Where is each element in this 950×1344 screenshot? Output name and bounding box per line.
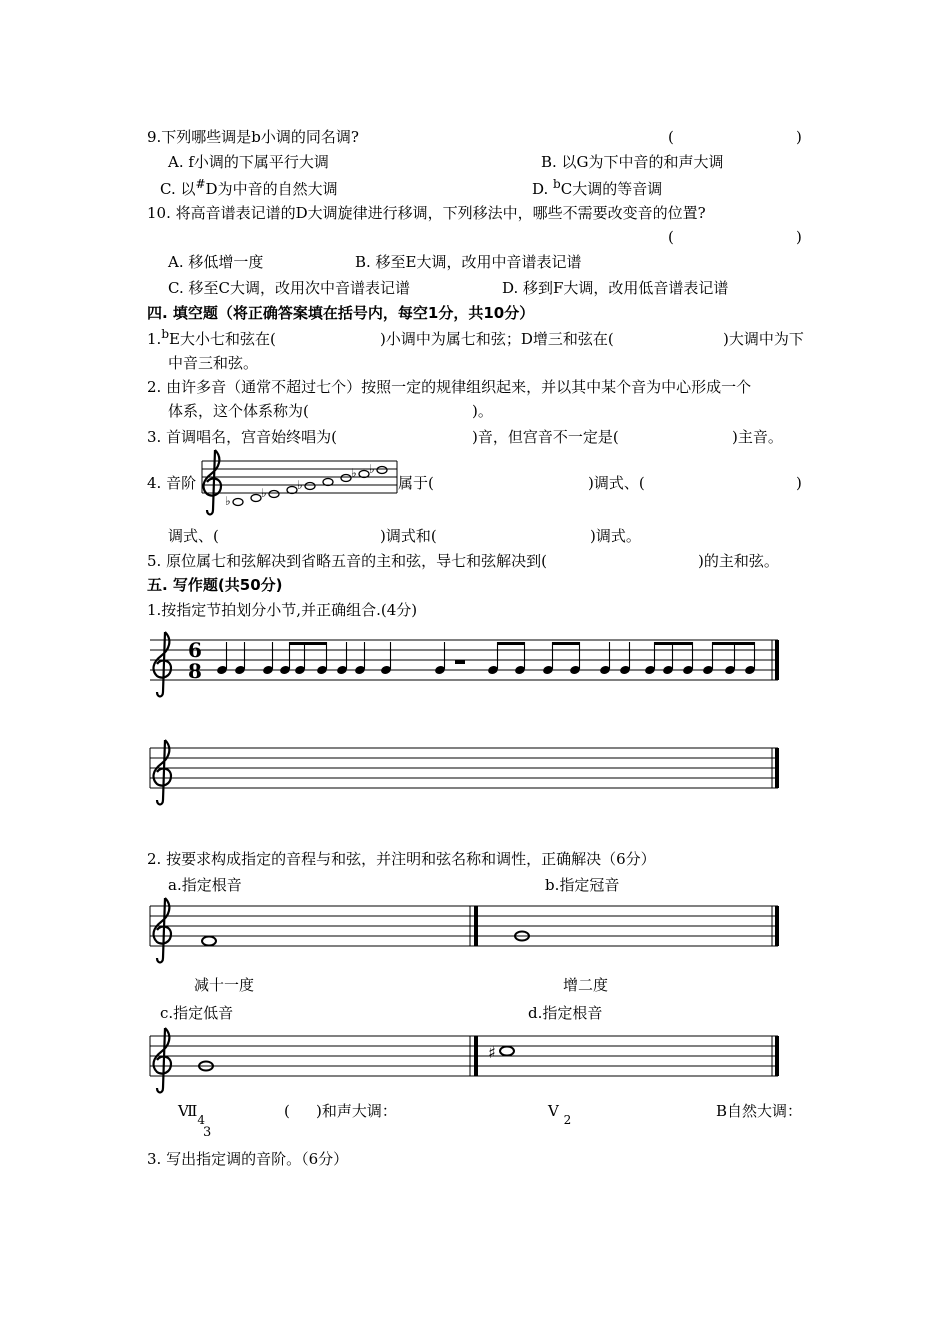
svg-text:6: 6 (188, 638, 202, 662)
q10-stem: 10. 将高音谱表记谱的D大调旋律进行移调，下列移法中，哪些不需要改变音的位置? (147, 204, 706, 222)
writing-2b-interval: 增二度 (563, 976, 609, 994)
writing-2d-label: d.指定根音 (528, 1004, 603, 1022)
q10-option-a[interactable]: A. 移低增一度 (168, 253, 264, 271)
q10-option-b[interactable]: B. 移至E大调，改用中音谱表记谱 (355, 253, 582, 271)
fill-2-line2: 体系，这个体系称为( (168, 402, 309, 420)
chord-staff-cd (150, 1028, 779, 1093)
q9-option-a[interactable]: A. f小调的下属平行大调 (168, 153, 329, 171)
writing-2c-figure-bottom: 3 (203, 1125, 212, 1140)
writing-2a-interval: 减十一度 (194, 976, 255, 994)
treble-clef-icon (154, 898, 171, 963)
fill-2-line1: 2. 由许多音（通常不超过七个）按照一定的规律组织起来，并以其中某个音为中心形成一个 (147, 378, 752, 396)
rhythm-beam (290, 642, 327, 645)
fill-3-part2: )音，但宫音不一定是( (472, 428, 619, 446)
fill-4-part4: ) (796, 474, 802, 492)
q9-option-b[interactable]: B. 以G为下中音的和声大调 (541, 153, 724, 171)
q9-answer-paren-close: ) (796, 128, 802, 146)
section4-heading: 四. 填空题（将正确答案填在括号内，每空1分，共10分） (147, 304, 535, 322)
fill-1-part3: )大调中为下 (723, 330, 804, 348)
treble-clef-icon (204, 450, 221, 515)
svg-text:♭: ♭ (369, 462, 375, 476)
writing-2c-key: )和声大调： (316, 1102, 397, 1120)
writing-1-prompt: 1.按指定节拍划分小节,并正确组合.(4分) (147, 601, 418, 619)
fill-1-line1: 1.$^b$E大小七和弦在( (147, 327, 276, 348)
writing-2c-label: c.指定低音 (160, 1004, 234, 1022)
half-rest (455, 660, 465, 664)
whole-note-c-sharp (500, 1047, 514, 1056)
svg-text:♭: ♭ (351, 466, 357, 480)
writing-2a-label: a.指定根音 (168, 876, 242, 894)
writing-2-prompt: 2. 按要求构成指定的音程与和弦，并注明和弦名称和调性，正确解决（6分） (147, 850, 656, 868)
svg-text:♭: ♭ (225, 494, 231, 508)
q9-answer-paren-open[interactable]: ( (668, 128, 674, 146)
q10-option-c[interactable]: C. 移至C大调，改用次中音谱表记谱 (168, 279, 410, 297)
fill-4-part2: 属于( (398, 474, 434, 492)
q9-option-c[interactable]: C. 以#D为中音的自然大调 (160, 177, 338, 198)
fill-4-line2-a: 调式、( (168, 527, 219, 545)
q10-option-d[interactable]: D. 移到F大调，改用低音谱表记谱 (502, 279, 729, 297)
chord-staff-ab (150, 898, 779, 963)
whole-note-f (202, 937, 216, 946)
fill-5-part1: 5. 原位属七和弦解决到省略五音的主和弦，导七和弦解决到( (147, 552, 547, 570)
rhythm-beam (498, 642, 525, 645)
rhythm-staff (150, 632, 779, 697)
svg-text:♭: ♭ (261, 486, 267, 500)
q10-answer-paren-open[interactable]: ( (668, 228, 674, 246)
q9-stem: 9.下列哪些调是b小调的同名调? (147, 128, 359, 146)
fill-2-line2-end: )。 (472, 402, 493, 420)
rhythm-beam (713, 642, 755, 645)
writing-2b-label: b.指定冠音 (545, 876, 620, 894)
svg-text:8: 8 (188, 659, 202, 683)
fill-3-part3: )主音。 (732, 428, 783, 446)
writing-2c-chord-symbol: $Ⅶ_4$ (178, 1102, 205, 1127)
scale-staff (202, 450, 397, 515)
writing-3-prompt: 3. 写出指定调的音阶。（6分） (147, 1150, 349, 1168)
svg-text:♭: ♭ (297, 478, 303, 492)
section5-heading: 五. 写作题(共50分) (147, 576, 283, 594)
fill-4-line2-b: )调式和( (380, 527, 437, 545)
rhythm-beam (553, 642, 580, 645)
writing-2c-paren-open[interactable]: ( (284, 1102, 290, 1120)
writing-2d-key: B自然大调： (716, 1102, 803, 1120)
fill-4-part3: )调式、( (588, 474, 645, 492)
writing-2d-chord-symbol: V $_2$ (548, 1102, 572, 1127)
q10-answer-paren-close: ) (796, 228, 802, 246)
fill-5-part2: )的主和弦。 (698, 552, 779, 570)
answer-staff (150, 740, 779, 805)
treble-clef-icon (154, 1028, 171, 1093)
treble-clef-icon (154, 740, 171, 805)
fill-4-line2-c: )调式。 (590, 527, 641, 545)
sharp-sign: ♯ (488, 1043, 496, 1062)
fill-3-part1: 3. 首调唱名，宫音始终唱为( (147, 428, 337, 446)
scale-notes (233, 467, 387, 506)
treble-clef-icon (154, 632, 171, 697)
fill-1-part2: )小调中为属七和弦；D增三和弦在( (380, 330, 614, 348)
time-signature (188, 638, 202, 683)
q9-option-d[interactable]: D. $^b$C大调的等音调 (532, 177, 663, 198)
rhythm-beam (655, 642, 693, 645)
fill-4-label: 4. 音阶 (147, 474, 197, 492)
fill-1-line2: 中音三和弦。 (168, 354, 259, 372)
